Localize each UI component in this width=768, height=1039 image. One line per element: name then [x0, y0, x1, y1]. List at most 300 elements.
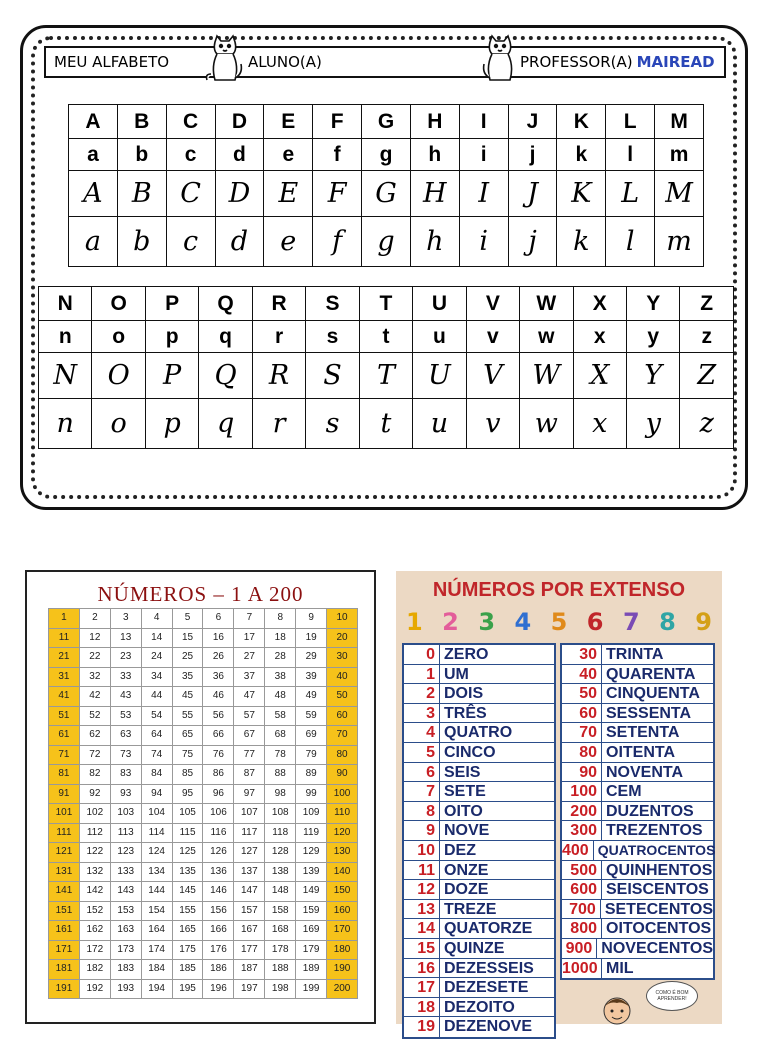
extenso-row	[562, 763, 713, 783]
number-cell: 184	[142, 960, 173, 980]
number-cell: 98	[265, 785, 296, 805]
extenso-row	[404, 998, 554, 1018]
letter-cell: e	[264, 139, 313, 171]
letter-cell: I	[459, 171, 508, 217]
extenso-word: DOIS	[444, 685, 484, 703]
uppercase-row	[69, 105, 704, 139]
number-cell: 173	[111, 941, 142, 961]
letter-cell: X	[573, 353, 626, 399]
cat-icon	[203, 34, 247, 84]
number-cell: 74	[142, 746, 173, 766]
extenso-column-hundreds	[560, 643, 715, 980]
number-cell: 193	[111, 980, 142, 1000]
extenso-number: 300	[562, 821, 602, 840]
student-label	[248, 48, 322, 76]
number-cell: 14	[142, 629, 173, 649]
number-cell: 142	[80, 882, 111, 902]
number-cell: 65	[173, 726, 204, 746]
extenso-word: CINCO	[444, 743, 496, 761]
letter-cell: T	[359, 353, 412, 399]
number-cell: 84	[142, 765, 173, 785]
letter-cell: D	[215, 105, 264, 139]
letter-cell: y	[626, 321, 679, 353]
extenso-row	[404, 684, 554, 704]
number-cell: 2	[80, 609, 111, 629]
number-cell: 81	[49, 765, 80, 785]
extenso-word: SEIS	[444, 763, 481, 781]
number-cell: 105	[173, 804, 204, 824]
number-cell: 108	[265, 804, 296, 824]
number-cell: 67	[234, 726, 265, 746]
letter-cell: b	[117, 139, 166, 171]
number-cell: 95	[173, 785, 204, 805]
number-cell: 159	[296, 902, 327, 922]
number-cell: 29	[296, 648, 327, 668]
number-cell: 23	[111, 648, 142, 668]
number-cell: 36	[203, 668, 234, 688]
extenso-word: SESSENTA	[606, 704, 692, 722]
number-cell: 195	[173, 980, 204, 1000]
number-cell: 141	[49, 882, 80, 902]
number-cell: 157	[234, 902, 265, 922]
extenso-word: SETECENTOS	[604, 900, 713, 918]
number-cell: 172	[80, 941, 111, 961]
number-cell: 118	[265, 824, 296, 844]
letter-cell: k	[557, 217, 606, 267]
extenso-number: 0	[404, 645, 440, 664]
number-cell: 119	[296, 824, 327, 844]
cat-icon	[478, 34, 522, 84]
extenso-word: OITENTA	[606, 743, 676, 761]
extenso-number: 3	[404, 704, 440, 723]
number-cell: 160	[327, 902, 358, 922]
letter-cell: T	[359, 287, 412, 321]
number-cell: 127	[234, 843, 265, 863]
letter-cell: D	[215, 171, 264, 217]
number-cell: 86	[203, 765, 234, 785]
number-cell: 136	[203, 863, 234, 883]
alphabet-table-n-z	[38, 286, 734, 449]
number-cell: 64	[142, 726, 173, 746]
numbers-extenso-card	[396, 571, 722, 1036]
number-cell: 8	[265, 609, 296, 629]
number-cell: 28	[265, 648, 296, 668]
number-cell: 71	[49, 746, 80, 766]
number-cell: 44	[142, 687, 173, 707]
number-cell: 13	[111, 629, 142, 649]
extenso-number: 13	[404, 900, 440, 919]
extenso-word: DOZE	[444, 881, 489, 899]
number-cell: 187	[234, 960, 265, 980]
digit-glyph: 4	[514, 608, 532, 636]
extenso-number: 18	[404, 998, 440, 1017]
letter-cell: t	[359, 399, 412, 449]
letter-cell: g	[362, 139, 411, 171]
letter-cell: x	[573, 321, 626, 353]
lowercase-row	[39, 321, 734, 353]
number-cell: 33	[111, 668, 142, 688]
number-cell: 59	[296, 707, 327, 727]
extenso-word: DEZOITO	[444, 998, 515, 1016]
extenso-word: DEZESETE	[444, 979, 529, 997]
letter-cell: e	[264, 217, 313, 267]
number-cell: 69	[296, 726, 327, 746]
number-cell: 5	[173, 609, 204, 629]
number-cell: 189	[296, 960, 327, 980]
letter-cell: F	[313, 105, 362, 139]
number-cell: 110	[327, 804, 358, 824]
extenso-row	[404, 978, 554, 998]
extenso-row	[404, 939, 554, 959]
uppercase-row	[39, 287, 734, 321]
number-cell: 122	[80, 843, 111, 863]
digit-glyph: 9	[695, 608, 712, 636]
number-cell: 47	[234, 687, 265, 707]
number-cell: 51	[49, 707, 80, 727]
number-cell: 26	[203, 648, 234, 668]
number-cell: 109	[296, 804, 327, 824]
digit-glyph: 7	[622, 608, 640, 636]
extenso-row	[562, 939, 713, 959]
number-cell: 17	[234, 629, 265, 649]
number-cell: 114	[142, 824, 173, 844]
extenso-number: 70	[562, 723, 602, 742]
letter-cell: j	[508, 217, 557, 267]
letter-cell: C	[166, 105, 215, 139]
number-cell: 129	[296, 843, 327, 863]
number-cell: 125	[173, 843, 204, 863]
extenso-word: DEZESSEIS	[444, 959, 534, 977]
number-cell: 21	[49, 648, 80, 668]
number-cell: 102	[80, 804, 111, 824]
number-cell: 37	[234, 668, 265, 688]
extenso-row	[404, 743, 554, 763]
extenso-number: 500	[562, 861, 602, 880]
extenso-number: 6	[404, 763, 440, 782]
extenso-word: TREZENTOS	[606, 822, 703, 840]
letter-cell: P	[145, 353, 198, 399]
extenso-number: 19	[404, 1017, 440, 1037]
number-cell: 191	[49, 980, 80, 1000]
number-cell: 80	[327, 746, 358, 766]
number-cell: 190	[327, 960, 358, 980]
letter-cell: f	[313, 217, 362, 267]
extenso-word: ONZE	[444, 861, 489, 879]
number-cell: 97	[234, 785, 265, 805]
number-cell: 126	[203, 843, 234, 863]
letter-cell: B	[117, 105, 166, 139]
number-cell: 27	[234, 648, 265, 668]
extenso-row	[404, 802, 554, 822]
extenso-word: DEZ	[444, 841, 476, 859]
extenso-word: TREZE	[444, 900, 497, 918]
number-cell: 16	[203, 629, 234, 649]
number-cell: 15	[173, 629, 204, 649]
extenso-number: 1	[404, 665, 440, 684]
number-cell: 41	[49, 687, 80, 707]
letter-cell: z	[680, 399, 734, 449]
extenso-number: 9	[404, 821, 440, 840]
extenso-word: QUARENTA	[606, 665, 696, 683]
number-cell: 196	[203, 980, 234, 1000]
number-cell: 101	[49, 804, 80, 824]
letter-cell: j	[508, 139, 557, 171]
cursive-lowercase-row	[69, 217, 704, 267]
letter-cell: S	[306, 287, 359, 321]
letter-cell: u	[413, 321, 466, 353]
extenso-row	[562, 919, 713, 939]
number-cell: 7	[234, 609, 265, 629]
extenso-word: OITO	[444, 802, 483, 820]
number-cell: 48	[265, 687, 296, 707]
extenso-word: TRINTA	[606, 646, 664, 663]
number-cell: 131	[49, 863, 80, 883]
extenso-row	[562, 841, 716, 861]
letter-cell: A	[69, 105, 118, 139]
extenso-word: SEISCENTOS	[606, 881, 709, 899]
extenso-number: 4	[404, 723, 440, 742]
number-cell: 146	[203, 882, 234, 902]
number-cell: 152	[80, 902, 111, 922]
letter-cell: N	[39, 353, 92, 399]
alphabet-title: MEU ALFABETO	[54, 53, 170, 71]
number-cell: 194	[142, 980, 173, 1000]
number-cell: 151	[49, 902, 80, 922]
extenso-row	[562, 821, 713, 841]
number-cell: 154	[142, 902, 173, 922]
number-cell: 62	[80, 726, 111, 746]
number-cell: 186	[203, 960, 234, 980]
letter-cell: a	[69, 217, 118, 267]
number-cell: 112	[80, 824, 111, 844]
number-cell: 53	[111, 707, 142, 727]
number-cell: 183	[111, 960, 142, 980]
number-cell: 113	[111, 824, 142, 844]
letter-cell: t	[359, 321, 412, 353]
number-cell: 50	[327, 687, 358, 707]
number-cell: 88	[265, 765, 296, 785]
number-cell: 176	[203, 941, 234, 961]
number-cell: 128	[265, 843, 296, 863]
number-cell: 6	[203, 609, 234, 629]
number-cell: 56	[203, 707, 234, 727]
number-cell: 99	[296, 785, 327, 805]
number-cell: 178	[265, 941, 296, 961]
student-label-text: ALUNO(A)	[248, 53, 322, 71]
extenso-row	[404, 704, 554, 724]
digit-glyph: 2	[442, 608, 459, 636]
number-cell: 11	[49, 629, 80, 649]
number-cell: 198	[265, 980, 296, 1000]
number-cell: 148	[265, 882, 296, 902]
number-cell: 111	[49, 824, 80, 844]
letter-cell: v	[466, 321, 519, 353]
extenso-row	[562, 861, 713, 881]
number-cell: 91	[49, 785, 80, 805]
letter-cell: u	[413, 399, 466, 449]
digit-glyph: 6	[586, 608, 604, 636]
number-cell: 168	[265, 921, 296, 941]
extenso-word: CEM	[606, 783, 642, 801]
number-cell: 165	[173, 921, 204, 941]
number-cell: 66	[203, 726, 234, 746]
number-cell: 180	[327, 941, 358, 961]
digit-glyph: 1	[406, 608, 423, 636]
extenso-number: 17	[404, 978, 440, 997]
number-cell: 22	[80, 648, 111, 668]
number-cell: 9	[296, 609, 327, 629]
extenso-row	[562, 959, 713, 979]
extenso-row	[562, 900, 713, 920]
number-cell: 170	[327, 921, 358, 941]
extenso-word: NOVE	[444, 822, 490, 840]
letter-cell: r	[252, 399, 305, 449]
number-cell: 103	[111, 804, 142, 824]
letter-cell: U	[413, 287, 466, 321]
number-cell: 156	[203, 902, 234, 922]
number-cell: 60	[327, 707, 358, 727]
number-cell: 153	[111, 902, 142, 922]
letter-cell: H	[410, 171, 459, 217]
extenso-number: 900	[562, 939, 597, 958]
letter-cell: s	[306, 321, 359, 353]
letter-cell: R	[252, 353, 305, 399]
number-cell: 79	[296, 746, 327, 766]
letter-cell: L	[606, 171, 655, 217]
number-cell: 61	[49, 726, 80, 746]
number-cell: 106	[203, 804, 234, 824]
extenso-number: 12	[404, 880, 440, 899]
number-cell: 137	[234, 863, 265, 883]
extenso-number: 11	[404, 861, 440, 880]
letter-cell: y	[626, 399, 679, 449]
extenso-row	[404, 645, 554, 665]
letter-cell: F	[313, 171, 362, 217]
extenso-number: 400	[562, 841, 594, 860]
number-cell: 20	[327, 629, 358, 649]
number-cell: 145	[173, 882, 204, 902]
number-cell: 12	[80, 629, 111, 649]
number-cell: 100	[327, 785, 358, 805]
letter-cell: W	[520, 287, 573, 321]
letter-cell: C	[166, 171, 215, 217]
letter-cell: A	[69, 171, 118, 217]
letter-cell: E	[264, 171, 313, 217]
teacher-label-group	[520, 48, 715, 76]
extenso-number: 8	[404, 802, 440, 821]
letter-cell: b	[117, 217, 166, 267]
extenso-number: 40	[562, 665, 602, 684]
cursive-uppercase-row	[39, 353, 734, 399]
number-cell: 150	[327, 882, 358, 902]
number-cell: 197	[234, 980, 265, 1000]
speech-bubble: COMO É BOM APRENDER!	[646, 981, 698, 1011]
extenso-number: 60	[562, 704, 602, 723]
letter-cell: i	[459, 139, 508, 171]
number-cell: 182	[80, 960, 111, 980]
numbers-1-200-card	[25, 570, 376, 1024]
extenso-word: MIL	[606, 959, 634, 977]
letter-cell: h	[410, 217, 459, 267]
number-cell: 76	[203, 746, 234, 766]
letter-cell: O	[92, 353, 145, 399]
letter-cell: n	[39, 399, 92, 449]
letter-cell: r	[252, 321, 305, 353]
letter-cell: v	[466, 399, 519, 449]
alphabet-table-a-m	[68, 104, 704, 267]
letter-cell: P	[145, 287, 198, 321]
extenso-word: QUATRO	[444, 724, 513, 742]
letter-cell: i	[459, 217, 508, 267]
extenso-column-units-tens	[402, 643, 556, 1039]
extenso-word: ZERO	[444, 646, 489, 663]
number-cell: 72	[80, 746, 111, 766]
extenso-number: 700	[562, 900, 601, 919]
numbers-grid	[48, 608, 358, 999]
extenso-word: NOVECENTOS	[601, 939, 713, 957]
number-cell: 169	[296, 921, 327, 941]
letter-cell: X	[573, 287, 626, 321]
extenso-row	[562, 723, 713, 743]
extenso-row	[562, 704, 713, 724]
colorful-digits-banner	[406, 607, 712, 637]
number-cell: 171	[49, 941, 80, 961]
letter-cell: n	[39, 321, 92, 353]
number-cell: 121	[49, 843, 80, 863]
number-cell: 54	[142, 707, 173, 727]
digit-glyph: 3	[478, 608, 496, 636]
number-cell: 34	[142, 668, 173, 688]
number-cell: 115	[173, 824, 204, 844]
number-cell: 85	[173, 765, 204, 785]
letter-cell: R	[252, 287, 305, 321]
extenso-row	[562, 743, 713, 763]
letter-cell: L	[606, 105, 655, 139]
number-cell: 42	[80, 687, 111, 707]
number-cell: 92	[80, 785, 111, 805]
extenso-number: 50	[562, 684, 602, 703]
extenso-number: 10	[404, 841, 440, 860]
number-cell: 149	[296, 882, 327, 902]
extenso-number: 100	[562, 782, 602, 801]
child-illustration-icon	[592, 989, 642, 1029]
letter-cell: Q	[199, 287, 252, 321]
number-cell: 144	[142, 882, 173, 902]
letter-cell: o	[92, 321, 145, 353]
number-cell: 75	[173, 746, 204, 766]
extenso-row	[404, 861, 554, 881]
number-cell: 107	[234, 804, 265, 824]
number-cell: 199	[296, 980, 327, 1000]
letter-cell: d	[215, 217, 264, 267]
number-cell: 4	[142, 609, 173, 629]
extenso-row	[404, 821, 554, 841]
extenso-word: OITOCENTOS	[606, 920, 712, 938]
extenso-number: 7	[404, 782, 440, 801]
number-cell: 19	[296, 629, 327, 649]
extenso-number: 14	[404, 919, 440, 938]
number-cell: 90	[327, 765, 358, 785]
number-cell: 147	[234, 882, 265, 902]
number-cell: 58	[265, 707, 296, 727]
extenso-number: 15	[404, 939, 440, 958]
letter-cell: Q	[199, 353, 252, 399]
number-cell: 40	[327, 668, 358, 688]
number-cell: 78	[265, 746, 296, 766]
number-cell: 39	[296, 668, 327, 688]
letter-cell: Y	[626, 287, 679, 321]
number-cell: 3	[111, 609, 142, 629]
